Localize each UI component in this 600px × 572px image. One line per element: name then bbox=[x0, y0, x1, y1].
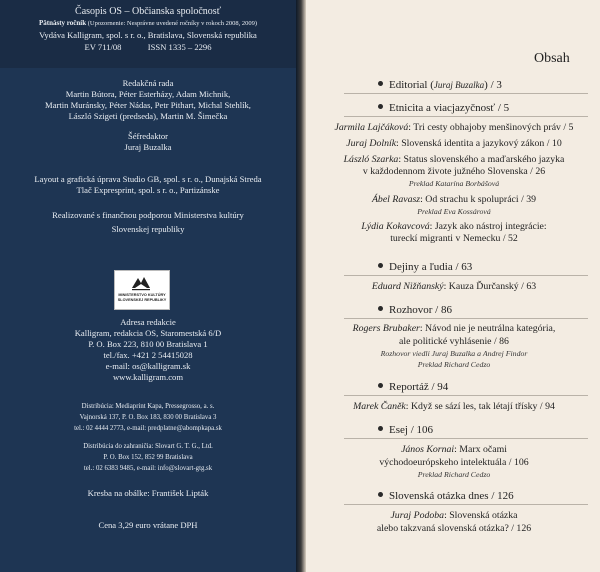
divider bbox=[344, 438, 588, 439]
toc-section-reportaz bbox=[378, 381, 598, 393]
entry-title: : Marx očami bbox=[454, 444, 507, 455]
toc-title: Obsah bbox=[534, 51, 570, 66]
entry-translator: Preklad Eva Kossárová bbox=[417, 207, 491, 216]
board-line: Martin Muránsky, Péter Nádas, Petr Pithart, Michal Stehlík, bbox=[45, 100, 251, 110]
board-line: Martin Bútora, Péter Esterházy, Adam Michnik, bbox=[65, 89, 231, 99]
logo-text-line: SLOVENSKEJ REPUBLIKY bbox=[117, 297, 167, 302]
toc-entry bbox=[316, 194, 592, 206]
divider bbox=[344, 116, 588, 117]
bullet-icon bbox=[378, 426, 383, 431]
support-line: Realizované s finančnou podporou Ministerstva kultúry bbox=[52, 210, 244, 220]
divider bbox=[344, 318, 588, 319]
address-heading: Adresa redakcie bbox=[120, 317, 176, 327]
issn-number: ISSN 1335 – 2296 bbox=[147, 42, 212, 52]
toc-section-editorial bbox=[378, 79, 598, 91]
right-page-contents bbox=[306, 0, 600, 572]
entry-translator: Preklad Katarína Borbášová bbox=[408, 179, 500, 188]
distribution-abroad-line: P. O. Box 152, 852 99 Bratislava bbox=[103, 454, 193, 461]
entry-translator: Preklad Richard Cedzo bbox=[417, 360, 491, 369]
section-page: / 63 bbox=[452, 261, 473, 273]
entry-author: László Szarka bbox=[343, 154, 399, 165]
section-title: Slovenská otázka dnes bbox=[389, 490, 489, 502]
bullet-icon bbox=[378, 104, 383, 109]
toc-section-dejiny bbox=[378, 261, 598, 273]
address-phone: tel./fax. +421 2 54415028 bbox=[103, 350, 193, 360]
toc-entry-continuation: ale politické vyhlásenie / 86 bbox=[399, 336, 509, 347]
divider bbox=[344, 93, 588, 94]
entry-title: : Od strachu k spolupráci / 39 bbox=[420, 194, 537, 205]
ministry-emblem-icon bbox=[129, 274, 153, 292]
entry-author: Rogers Brubaker bbox=[352, 323, 420, 334]
toc-entry-continuation: alebo takzvaná slovenská otázka? / 126 bbox=[376, 523, 532, 534]
distribution-abroad-line: Distribúcia do zahraničia: Slovart G. T. G., Ltd. bbox=[83, 443, 213, 450]
address-email: e-mail: os@kalligram.sk bbox=[105, 361, 191, 371]
section-page: / 5 bbox=[495, 102, 510, 114]
volume-note: (Upozornenie: Nesprávne uvedené ročníky v rokoch 2008, 2009) bbox=[86, 20, 258, 27]
support-line: Slovenskej republiky bbox=[111, 224, 185, 234]
editor-heading: Šéfredaktor bbox=[127, 131, 169, 141]
divider bbox=[344, 395, 588, 396]
toc-section-etnicita bbox=[378, 102, 598, 114]
print-line: Tlač Expresprint, spol. s r. o., Partizánske bbox=[76, 185, 220, 195]
toc-entry-continuation: východoeurópskeho intelektuála / 106 bbox=[379, 457, 529, 468]
board-heading: Redakčná rada bbox=[122, 78, 174, 88]
entry-title: : Slovenská identita a jazykový zákon / 10 bbox=[396, 138, 562, 149]
entry-author: János Kornai bbox=[401, 444, 455, 455]
distribution-line: Distribúcia: Mediaprint Kapa, Pressegrosso, a. s. bbox=[81, 403, 215, 410]
address-line: Kalligram, redakcia OS, Staromestská 6/D bbox=[74, 328, 222, 338]
divider bbox=[344, 504, 588, 505]
publisher-line: Vydáva Kalligram, spol. s r. o., Bratislava, Slovenská republika bbox=[39, 30, 257, 40]
entry-title: : Kauza Ďurčanský / 63 bbox=[443, 281, 537, 292]
logo-text-line: MINISTERSTVO KULTÚRY bbox=[118, 293, 166, 297]
entry-author: Jarmila Lajčáková bbox=[334, 122, 409, 133]
entry-title: : Slovenská otázka bbox=[444, 510, 518, 521]
bullet-icon bbox=[378, 81, 383, 86]
entry-title: : Status slovenského a maďarského jazyka bbox=[398, 154, 565, 165]
toc-entry-continuation: tureckí migranti v Nemecku / 52 bbox=[390, 233, 518, 244]
section-title: Reportáž bbox=[389, 381, 429, 393]
cover-art-credit: Kresba na obálke: František Lipták bbox=[87, 488, 209, 498]
entry-author: Ábel Ravasz bbox=[371, 194, 421, 205]
section-title: Etnicita a viacjazyčnosť bbox=[389, 102, 496, 114]
toc-section-esej bbox=[378, 424, 598, 436]
toc-section-rozhovor bbox=[378, 304, 598, 316]
entry-title: : Jazyk ako nástroj integrácie: bbox=[429, 221, 547, 232]
toc-entry bbox=[316, 138, 592, 150]
toc-entry bbox=[316, 510, 592, 522]
toc-entry bbox=[316, 122, 592, 134]
entry-title: : Tri cesty obhajoby menšinových práv / 5 bbox=[408, 122, 574, 133]
address-line: P. O. Box 223, 810 00 Bratislava 1 bbox=[88, 339, 208, 349]
bullet-icon bbox=[378, 383, 383, 388]
journal-title: Časopis OS – Občianska spoločnosť bbox=[75, 6, 221, 17]
volume-label: Pätnásty ročník bbox=[38, 19, 87, 27]
price-line: Cena 3,29 euro vrátane DPH bbox=[98, 520, 198, 530]
section-title: Dejiny a ľudia bbox=[389, 261, 453, 273]
ministry-logo bbox=[114, 270, 170, 310]
entry-translator: Preklad Richard Cedzo bbox=[417, 470, 491, 479]
section-page: / 94 bbox=[428, 381, 449, 393]
entry-author: Juraj Podoba bbox=[390, 510, 445, 521]
toc-entry bbox=[316, 323, 592, 335]
section-page: / 86 bbox=[432, 304, 452, 316]
entry-author: Juraj Dolník bbox=[346, 138, 397, 149]
ev-issn-line bbox=[0, 42, 296, 52]
address-web: www.kalligram.com bbox=[112, 372, 184, 382]
book-spine bbox=[296, 0, 306, 572]
distribution-line: Vajnorská 137, P. O. Box 183, 830 00 Bratislava 3 bbox=[79, 414, 217, 421]
section-title: Esej bbox=[389, 424, 408, 436]
section-page: / 106 bbox=[407, 424, 434, 436]
divider bbox=[344, 275, 588, 276]
section-author: Juraj Buzalka bbox=[433, 80, 485, 90]
volume-line bbox=[0, 19, 296, 28]
toc-entry bbox=[316, 444, 592, 456]
editor-name: Juraj Buzalka bbox=[124, 142, 172, 152]
toc-entry bbox=[316, 401, 592, 413]
distribution-line: tel.: 02 4444 2773, e-mail: predplatne@abompkapa.sk bbox=[74, 425, 222, 432]
layout-line: Layout a grafická úprava Studio GB, spol. s r. o., Dunajská Streda bbox=[34, 174, 262, 184]
entry-interview: Rozhovor viedli Juraj Buzalka a Andrej Findor bbox=[380, 349, 528, 358]
entry-author: Lýdia Kokavcová bbox=[361, 221, 430, 232]
toc-section-slovenska-otazka bbox=[378, 490, 598, 502]
distribution-abroad-line: tel.: 02 6383 9485, e-mail: info@slovart-gtg.sk bbox=[83, 465, 213, 472]
bullet-icon bbox=[378, 306, 383, 311]
left-page-imprint bbox=[0, 0, 296, 572]
toc-entry-continuation: v každodennom živote južného Slovenska / 26 bbox=[362, 166, 546, 177]
entry-title: : Když se sází les, tak létají třísky / 94 bbox=[405, 401, 555, 412]
entry-title: : Návod nie je neutrálna kategória, bbox=[419, 323, 556, 334]
section-title: Editorial ( bbox=[389, 79, 434, 91]
entry-author: Eduard Nižňanský bbox=[371, 281, 444, 292]
toc-entry bbox=[316, 221, 592, 233]
ev-number: EV 711/08 bbox=[84, 42, 122, 52]
bullet-icon bbox=[378, 492, 383, 497]
board-line: László Szigeti (predseda), Martin M. Šimečka bbox=[68, 111, 228, 121]
section-page: / 126 bbox=[488, 490, 514, 502]
bullet-icon bbox=[378, 263, 383, 268]
toc-entry bbox=[316, 281, 592, 293]
toc-entry bbox=[316, 154, 592, 166]
section-title: Rozhovor bbox=[389, 304, 433, 316]
logo-caption bbox=[117, 293, 167, 302]
entry-author: Marek Čaněk bbox=[353, 401, 406, 412]
section-page: ) / 3 bbox=[484, 79, 502, 91]
